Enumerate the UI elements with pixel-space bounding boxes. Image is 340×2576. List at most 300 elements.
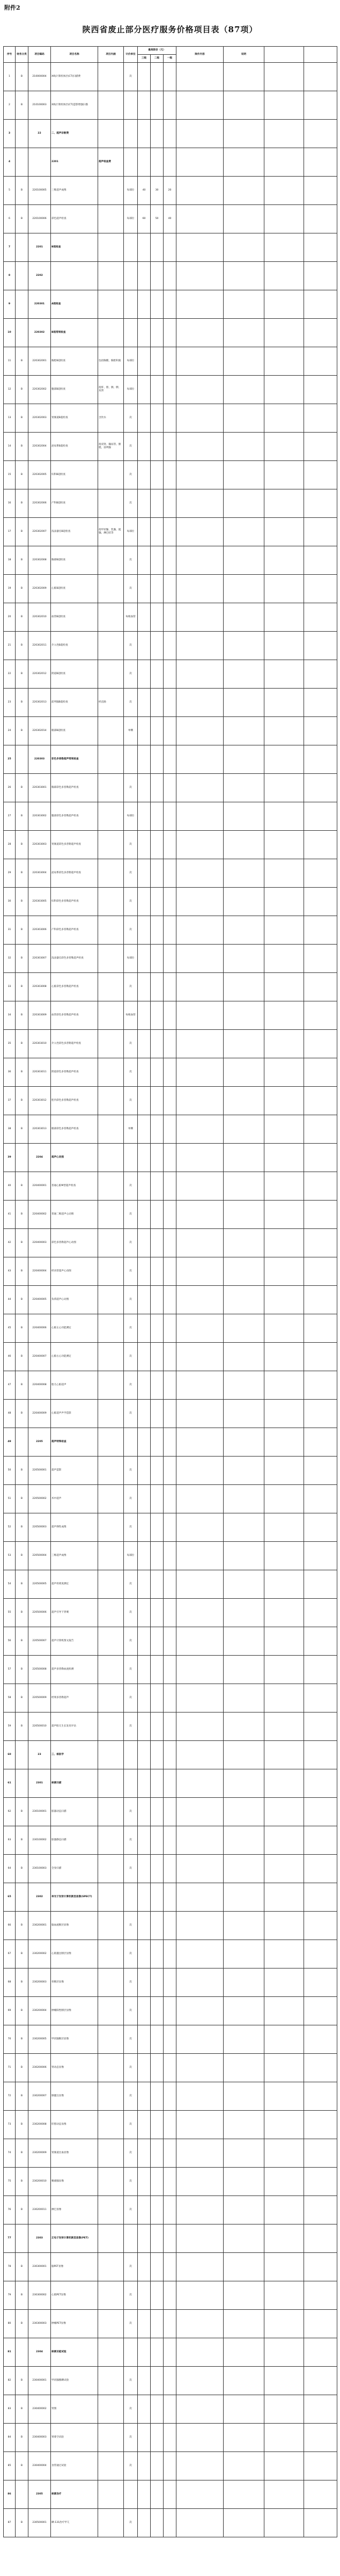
- table-cell: [224, 489, 264, 518]
- table-cell: [304, 1599, 337, 1627]
- table-cell: [98, 1172, 124, 1201]
- table-cell: [151, 2452, 164, 2480]
- table-cell: 230200006: [28, 2054, 51, 2082]
- table-cell: 肿瘤阳性断层显像: [51, 1997, 98, 2025]
- table-cell: [51, 262, 98, 290]
- table-cell: 二、超声诊断费: [51, 120, 98, 148]
- table-cell: [98, 1513, 124, 1542]
- table-cell: B: [16, 1968, 28, 1997]
- table-row: [4, 2310, 337, 2338]
- table-cell: [176, 2054, 224, 2082]
- table-row: [4, 859, 337, 888]
- table-cell: [176, 2338, 224, 2367]
- table-cell: B: [16, 1542, 28, 1570]
- table-cell: [264, 1798, 304, 1826]
- table-cell: [304, 1201, 337, 1229]
- table-cell: [176, 233, 224, 262]
- table-cell: [304, 1087, 337, 1115]
- table-cell: [164, 433, 176, 461]
- table-cell: 超声多普勒血流检测: [51, 1656, 98, 1684]
- table-row: [4, 1201, 337, 1229]
- table-cell: 次: [124, 1968, 138, 1997]
- table-cell: [98, 319, 124, 347]
- table-cell: 220303011: [28, 1058, 51, 1087]
- table-cell: [304, 1257, 337, 1286]
- table-cell: [138, 1457, 151, 1485]
- table-cell: 指双肾、输尿管、膀胱、前列腺: [98, 433, 124, 461]
- table-cell: 次: [124, 1030, 138, 1058]
- table-cell: [164, 1457, 176, 1485]
- table-cell: B: [16, 1627, 28, 1656]
- table-cell: 泌尿系彩色多普勒超声检查: [51, 859, 98, 888]
- table-cell: [164, 1371, 176, 1400]
- table-cell: [304, 376, 337, 404]
- table-cell: [138, 518, 151, 546]
- table-cell: 220303006: [28, 916, 51, 945]
- table-cell: B: [16, 1257, 28, 1286]
- table-cell: 彩色超声检查: [51, 205, 98, 233]
- header-cell: 二级: [151, 55, 164, 63]
- table-cell: [176, 290, 224, 319]
- table-cell: [264, 689, 304, 717]
- table-cell: [304, 888, 337, 916]
- table-cell: [151, 1144, 164, 1172]
- table-cell: [164, 2367, 176, 2395]
- table-cell: B: [16, 2367, 28, 2395]
- table-cell: 肝胆动态显像: [51, 2111, 98, 2139]
- table-cell: 220303010: [28, 1030, 51, 1058]
- table-cell: 次: [124, 1912, 138, 1940]
- table-cell: 每部位: [124, 205, 138, 233]
- table-cell: [176, 1286, 224, 1314]
- table-cell: [224, 717, 264, 745]
- table-cell: [164, 1201, 176, 1229]
- table-cell: [264, 404, 304, 433]
- table-row: [4, 1115, 337, 1144]
- table-cell: 指甲状腺、乳腺、涎腺、淋巴结等: [98, 518, 124, 546]
- table-cell: B: [16, 1855, 28, 1883]
- table-cell: [164, 290, 176, 319]
- table-row: [4, 2281, 337, 2310]
- table-row: [4, 1599, 337, 1627]
- table-cell: 230200010: [28, 2168, 51, 2196]
- table-cell: B: [16, 1400, 28, 1428]
- table-cell: [151, 1883, 164, 1912]
- table-cell: [264, 2367, 304, 2395]
- table-cell: [98, 2424, 124, 2452]
- table-cell: [264, 1001, 304, 1030]
- table-cell: B: [16, 1513, 28, 1542]
- table-cell: 次: [124, 1713, 138, 1741]
- table-cell: [151, 2025, 164, 2054]
- table-row: [4, 2054, 337, 2082]
- table-cell: 220302006: [28, 489, 51, 518]
- table-cell: [264, 1940, 304, 1968]
- table-row: [4, 2168, 337, 2196]
- table-cell: 次: [124, 1485, 138, 1513]
- table-cell: [151, 1371, 164, 1400]
- table-cell: [176, 1229, 224, 1257]
- table-row: [4, 290, 337, 319]
- table-cell: A超检查: [51, 290, 98, 319]
- table-cell: [264, 1599, 304, 1627]
- table-cell: [224, 347, 264, 376]
- table-cell: B: [16, 774, 28, 802]
- table-cell: [264, 1912, 304, 1940]
- table-cell: 82: [4, 2367, 16, 2395]
- table-cell: [264, 2452, 304, 2480]
- table-cell: [151, 2480, 164, 2509]
- table-cell: [151, 1286, 164, 1314]
- table-cell: [151, 1201, 164, 1229]
- table-cell: B: [16, 2281, 28, 2310]
- table-row: [4, 1513, 337, 1542]
- table-cell: 次: [124, 1940, 138, 1968]
- table-cell: 230200005: [28, 2025, 51, 2054]
- table-cell: [264, 233, 304, 262]
- table-cell: [176, 1542, 224, 1570]
- table-cell: 次: [124, 1314, 138, 1343]
- table-cell: [176, 774, 224, 802]
- table-cell: [304, 1684, 337, 1713]
- table-cell: [224, 2054, 264, 2082]
- table-cell: [151, 2196, 164, 2224]
- table-cell: [224, 177, 264, 205]
- table-cell: 次: [124, 632, 138, 660]
- table-cell: 220302007: [28, 518, 51, 546]
- table-cell: [98, 1912, 124, 1940]
- table-cell: [164, 1144, 176, 1172]
- table-cell: B: [16, 461, 28, 489]
- table-cell: [176, 888, 224, 916]
- table-cell: [304, 717, 337, 745]
- table-cell: 220302013: [28, 689, 51, 717]
- table-cell: [264, 63, 304, 91]
- table-cell: [176, 1314, 224, 1343]
- table-cell: 220302: [28, 319, 51, 347]
- table-cell: [98, 1684, 124, 1713]
- table-cell: [304, 2111, 337, 2139]
- table-cell: [164, 973, 176, 1001]
- table-cell: B: [16, 205, 28, 233]
- table-cell: [151, 1457, 164, 1485]
- table-cell: 71: [4, 2054, 16, 2082]
- table-cell: [151, 2424, 164, 2452]
- table-cell: [138, 1912, 151, 1940]
- table-cell: [151, 1087, 164, 1115]
- table-cell: B: [16, 660, 28, 689]
- table-cell: [264, 376, 304, 404]
- table-row: [4, 376, 337, 404]
- table-cell: 8: [4, 262, 16, 290]
- table-cell: [304, 433, 337, 461]
- table-cell: [98, 660, 124, 689]
- table-cell: [151, 831, 164, 859]
- table-cell: [224, 518, 264, 546]
- table-cell: [151, 1172, 164, 1201]
- table-cell: B: [16, 91, 28, 120]
- table-cell: B: [16, 177, 28, 205]
- table-cell: [224, 461, 264, 489]
- table-cell: 84: [4, 2424, 16, 2452]
- table-cell: [138, 945, 151, 973]
- table-cell: [264, 1201, 304, 1229]
- table-cell: [138, 1968, 151, 1997]
- table-cell: [164, 1115, 176, 1144]
- table-cell: [304, 945, 337, 973]
- table-cell: 220400001: [28, 1172, 51, 1201]
- table-cell: [138, 1201, 151, 1229]
- table-cell: [164, 1684, 176, 1713]
- table-cell: [176, 2509, 224, 2537]
- table-cell: [264, 1030, 304, 1058]
- table-cell: 230200004: [28, 1997, 51, 2025]
- table-cell: [264, 2196, 304, 2224]
- table-cell: 22: [4, 660, 16, 689]
- table-cell: [176, 461, 224, 489]
- table-cell: 次: [124, 660, 138, 689]
- table-cell: [304, 1058, 337, 1087]
- table-cell: [151, 1485, 164, 1513]
- header-cell: 项目编码: [28, 47, 51, 63]
- table-cell: 230200009: [28, 2139, 51, 2168]
- table-cell: 66: [4, 1912, 16, 1940]
- price-group-header: 最高限价（元）: [138, 47, 176, 55]
- table-cell: 220400006: [28, 1314, 51, 1343]
- table-cell: [176, 717, 224, 745]
- table-cell: 12: [4, 376, 16, 404]
- table-cell: [224, 916, 264, 945]
- table-cell: B: [16, 1798, 28, 1826]
- table-cell: [224, 1172, 264, 1201]
- table-cell: 每部位: [124, 1542, 138, 1570]
- table-cell: [264, 1513, 304, 1542]
- table-cell: [138, 1314, 151, 1343]
- table-cell: [176, 1940, 224, 1968]
- table-cell: B: [16, 2168, 28, 2196]
- table-cell: [138, 1599, 151, 1627]
- table-cell: 核素扫描: [51, 1769, 98, 1798]
- table-cell: 83: [4, 2395, 16, 2424]
- table-body: [4, 63, 337, 2537]
- table-cell: [98, 2082, 124, 2111]
- table-cell: B: [16, 973, 28, 1001]
- table-cell: 15: [4, 461, 16, 489]
- table-cell: B: [16, 1001, 28, 1030]
- table-cell: B: [16, 1485, 28, 1513]
- table-cell: [176, 1115, 224, 1144]
- table-cell: 230400002: [28, 2395, 51, 2424]
- table-cell: [224, 802, 264, 831]
- table-row: [4, 2253, 337, 2281]
- table-cell: [224, 2168, 264, 2196]
- table-cell: [304, 2452, 337, 2480]
- table-cell: 次: [124, 1684, 138, 1713]
- table-cell: 58: [4, 1684, 16, 1713]
- table-cell: [224, 1257, 264, 1286]
- table-cell: [164, 489, 176, 518]
- table-cell: 核素治疗: [51, 2480, 98, 2509]
- table-cell: 54: [4, 1570, 16, 1599]
- table-cell: 普通心脏M型超声检查: [51, 1172, 98, 1201]
- table-cell: 2204: [28, 1144, 51, 1172]
- table-cell: [264, 489, 304, 518]
- table-cell: 210000004: [28, 63, 51, 91]
- table-cell: [304, 461, 337, 489]
- table-cell: 220302011: [28, 632, 51, 660]
- table-cell: [176, 973, 224, 1001]
- header-cell: 三级: [138, 55, 151, 63]
- table-cell: 79: [4, 2281, 16, 2310]
- table-cell: 220500003: [28, 1513, 51, 1542]
- table-cell: B: [16, 859, 28, 888]
- table-cell: [176, 2111, 224, 2139]
- table-cell: 次: [124, 888, 138, 916]
- table-row: [4, 1485, 337, 1513]
- table-cell: [98, 2253, 124, 2281]
- table-cell: [264, 2082, 304, 2111]
- table-cell: [304, 2509, 337, 2537]
- table-cell: 75: [4, 2168, 16, 2196]
- table-cell: 40: [138, 177, 151, 205]
- table-cell: [224, 831, 264, 859]
- table-cell: 介入性B超检查: [51, 632, 98, 660]
- table-cell: [98, 945, 124, 973]
- table-cell: [224, 1968, 264, 1997]
- price-item-table: [3, 46, 337, 2537]
- table-cell: [138, 461, 151, 489]
- table-cell: [164, 745, 176, 774]
- table-cell: [304, 1030, 337, 1058]
- table-cell: [124, 1769, 138, 1798]
- table-cell: 220303002: [28, 802, 51, 831]
- table-cell: [224, 1570, 264, 1599]
- table-cell: [151, 1968, 164, 1997]
- table-cell: [124, 2338, 138, 2367]
- table-row: [4, 1172, 337, 1201]
- table-cell: [264, 745, 304, 774]
- table-cell: [98, 1058, 124, 1087]
- table-cell: [224, 2111, 264, 2139]
- table-cell: 220303007: [28, 945, 51, 973]
- table-cell: [164, 2168, 176, 2196]
- table-cell: 次: [124, 2139, 138, 2168]
- table-cell: [164, 689, 176, 717]
- table-cell: [304, 1855, 337, 1883]
- table-cell: [224, 91, 264, 120]
- table-cell: 40: [4, 1172, 16, 1201]
- table-cell: [304, 1314, 337, 1343]
- table-cell: [138, 1115, 151, 1144]
- table-cell: 淋巴显像: [51, 2196, 98, 2224]
- table-cell: [164, 2281, 176, 2310]
- table-cell: [176, 2196, 224, 2224]
- table-cell: [224, 2424, 264, 2452]
- table-cell: [304, 1627, 337, 1656]
- table-cell: [264, 290, 304, 319]
- table-cell: [124, 745, 138, 774]
- table-cell: [264, 945, 304, 973]
- table-row: [4, 1741, 337, 1769]
- table-cell: [138, 489, 151, 518]
- table-cell: [224, 233, 264, 262]
- table-cell: [138, 2367, 151, 2395]
- table-row: [4, 262, 337, 290]
- table-cell: [151, 660, 164, 689]
- table-cell: [264, 91, 304, 120]
- table-cell: [224, 1371, 264, 1400]
- table-cell: [151, 2168, 164, 2196]
- table-row: [4, 2224, 337, 2253]
- table-cell: B: [16, 1713, 28, 1741]
- table-cell: [164, 2111, 176, 2139]
- table-cell: 86: [4, 2480, 16, 2509]
- table-cell: 骨断层显像: [51, 1968, 98, 1997]
- table-row: [4, 916, 337, 945]
- table-cell: 肺灌注显像: [51, 2082, 98, 2111]
- table-cell: [224, 575, 264, 603]
- table-cell: [264, 1656, 304, 1684]
- table-cell: [264, 1115, 304, 1144]
- table-cell: [264, 660, 304, 689]
- table-cell: [224, 433, 264, 461]
- table-cell: 80: [4, 2310, 16, 2338]
- table-cell: [224, 205, 264, 233]
- table-cell: 220302004: [28, 433, 51, 461]
- table-cell: 心脏彩色多普勒超声检查: [51, 973, 98, 1001]
- table-cell: 220303012: [28, 1087, 51, 1115]
- table-cell: 单光子发射计算机断层显像(SPECT): [51, 1883, 98, 1912]
- table-cell: [176, 1855, 224, 1883]
- table-cell: 超声骨密度测定: [51, 1570, 98, 1599]
- table-cell: 72: [4, 2082, 16, 2111]
- table-cell: 次: [124, 575, 138, 603]
- table-cell: [224, 1883, 264, 1912]
- table-cell: [264, 1855, 304, 1883]
- table-cell: 心脏左心功能测定: [51, 1314, 98, 1343]
- table-cell: [224, 1485, 264, 1513]
- table-cell: [151, 774, 164, 802]
- table-cell: [164, 1599, 176, 1627]
- table-cell: [176, 1343, 224, 1371]
- table-cell: [164, 717, 176, 745]
- table-cell: B: [16, 1371, 28, 1400]
- header-cell: 项目名称: [51, 47, 98, 63]
- table-cell: [151, 1428, 164, 1457]
- table-cell: [164, 2139, 176, 2168]
- table-cell: 甲状腺断层显像: [51, 2025, 98, 2054]
- table-cell: 2304: [28, 2338, 51, 2367]
- table-cell: [304, 1769, 337, 1798]
- table-cell: 70: [4, 2025, 16, 2054]
- table-cell: [224, 404, 264, 433]
- table-cell: [176, 745, 224, 774]
- table-cell: [176, 1257, 224, 1286]
- table-cell: 血管B超检查: [51, 603, 98, 632]
- table-cell: [224, 1144, 264, 1172]
- table-cell: [264, 916, 304, 945]
- table-cell: [164, 63, 176, 91]
- table-cell: [98, 2338, 124, 2367]
- table-cell: [304, 2253, 337, 2281]
- table-cell: [176, 2025, 224, 2054]
- table-row: [4, 1371, 337, 1400]
- table-cell: [304, 1485, 337, 1513]
- table-cell: 次: [124, 1457, 138, 1485]
- table-cell: [138, 1741, 151, 1769]
- table-cell: 32: [4, 945, 16, 973]
- table-cell: 肾动态显像: [51, 2054, 98, 2082]
